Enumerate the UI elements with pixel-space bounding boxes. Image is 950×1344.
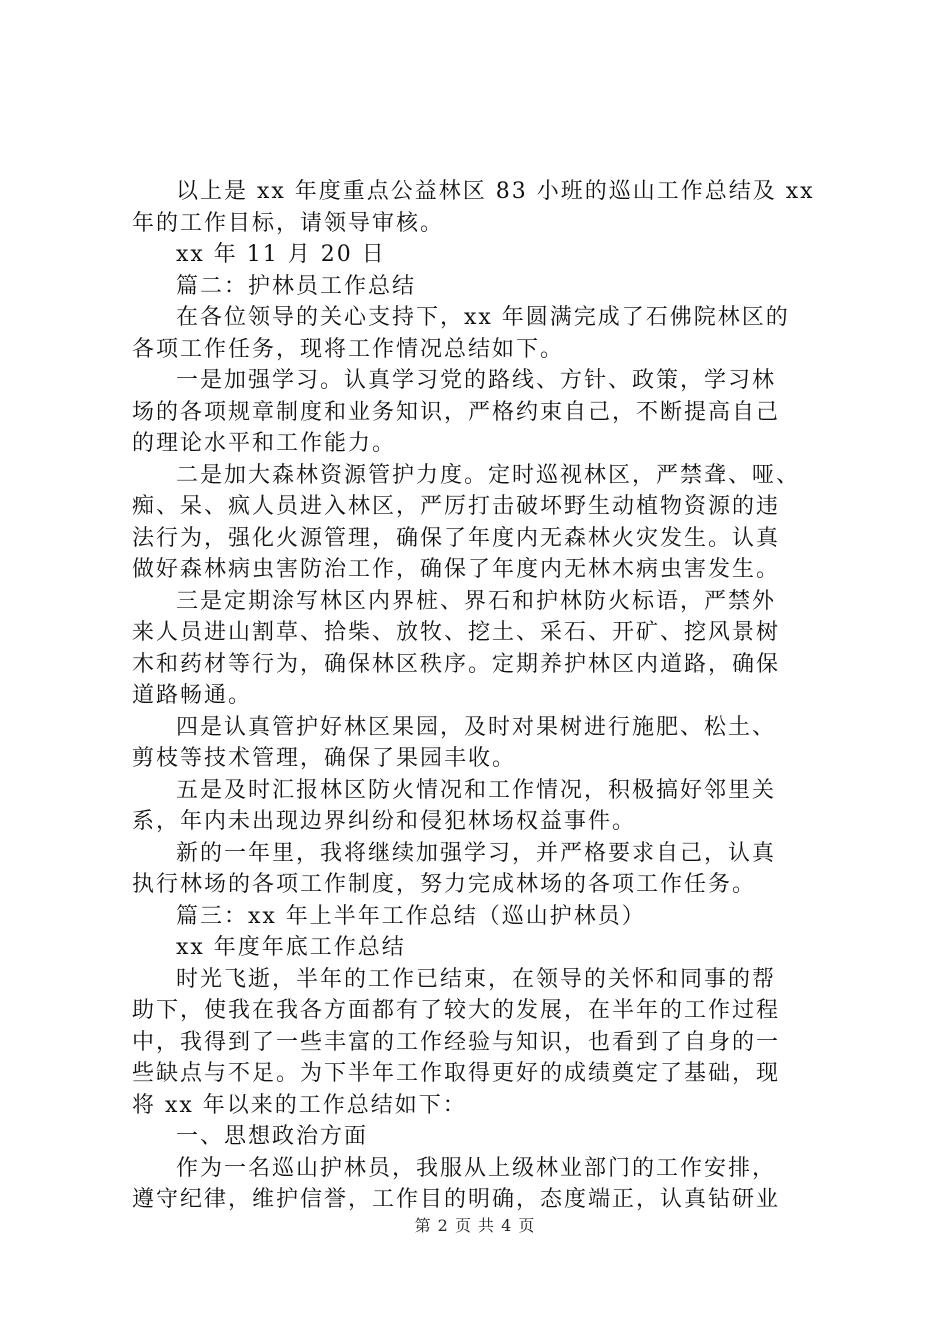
text-line: 痴、呆、疯人员进入林区，严厉打击破坏野生动植物资源的违 xyxy=(132,494,781,519)
text-line: 助下，使我在我各方面都有了较大的发展，在半年的工作过程 xyxy=(132,998,781,1023)
text-line: 篇二：护林员工作总结 xyxy=(176,273,417,299)
page-footer xyxy=(0,1213,950,1236)
text-line: 场的各项规章制度和业务知识，严格约束自己，不断提高自己 xyxy=(132,399,781,425)
text-line: 二是加大森林资源管护力度。定时巡视林区，严禁聋、哑、 xyxy=(176,462,801,488)
text-line: 法行为，强化火源管理，确保了年度内无森林火灾发生。认真 xyxy=(132,525,781,551)
page-number-label: 第 2 页 共 4 页 xyxy=(414,1216,536,1235)
text-line: 一是加强学习。认真学习党的路线、方针、政策，学习林 xyxy=(176,368,777,393)
text-line: xx 年度年底工作总结 xyxy=(176,935,406,960)
text-line: 四是认真管护好林区果园，及时对果树进行施肥、松土、 xyxy=(176,714,777,740)
text-line: 年的工作目标，请领导审核。 xyxy=(132,210,445,236)
text-line: 剪枝等技术管理，确保了果园丰收。 xyxy=(132,746,517,771)
text-line: 篇三：xx 年上半年工作总结（巡山护林员） xyxy=(176,903,646,929)
text-line: 以上是 xx 年度重点公益林区 83 小班的巡山工作总结及 xx xyxy=(176,179,815,204)
text-line: 木和药材等行为，确保林区秩序。定期养护林区内道路，确保 xyxy=(132,651,781,677)
text-line: 些缺点与不足。为下半年工作取得更好的成绩奠定了基础，现 xyxy=(132,1061,781,1086)
text-line: 遵守纪律，维护信誉，工作目的明确，态度端正，认真钻研业 xyxy=(132,1187,781,1212)
text-line: xx 年 11 月 20 日 xyxy=(176,242,386,267)
text-line: 三是定期涂写林区内界桩、界石和护林防火标语，严禁外 xyxy=(176,588,777,614)
text-line: 在各位领导的关心支持下，xx 年圆满完成了石佛院林区的 xyxy=(176,305,790,330)
text-line: 将 xx 年以来的工作总结如下： xyxy=(132,1092,467,1118)
text-line: 来人员进山割草、拾柴、放牧、挖土、采石、开矿、挖风景树 xyxy=(132,620,781,645)
text-line: 中，我得到了一些丰富的工作经验与知识，也看到了自身的一 xyxy=(132,1029,781,1055)
text-line: 时光飞逝，半年的工作已结束，在领导的关怀和同事的帮 xyxy=(176,966,777,992)
text-line: 一、思想政治方面 xyxy=(176,1124,369,1149)
text-line: 的理论水平和工作能力。 xyxy=(132,431,397,456)
text-line: 做好森林病虫害防治工作，确保了年度内无林木病虫害发生。 xyxy=(132,557,781,582)
text-line: 作为一名巡山护林员，我服从上级林业部门的工作安排， xyxy=(176,1155,777,1181)
text-line: 五是及时汇报林区防火情况和工作情况，积极搞好邻里关 xyxy=(176,777,777,803)
document-body xyxy=(132,176,832,1216)
text-line: 道路畅通。 xyxy=(132,683,253,708)
text-line: 系，年内未出现边界纠纷和侵犯林场权益事件。 xyxy=(132,809,637,834)
text-line: 各项工作任务，现将工作情况总结如下。 xyxy=(132,336,565,362)
text-line: 执行林场的各项工作制度，努力完成林场的各项工作任务。 xyxy=(132,872,757,897)
text-line: 新的一年里，我将继续加强学习，并严格要求自己，认真 xyxy=(176,840,777,866)
